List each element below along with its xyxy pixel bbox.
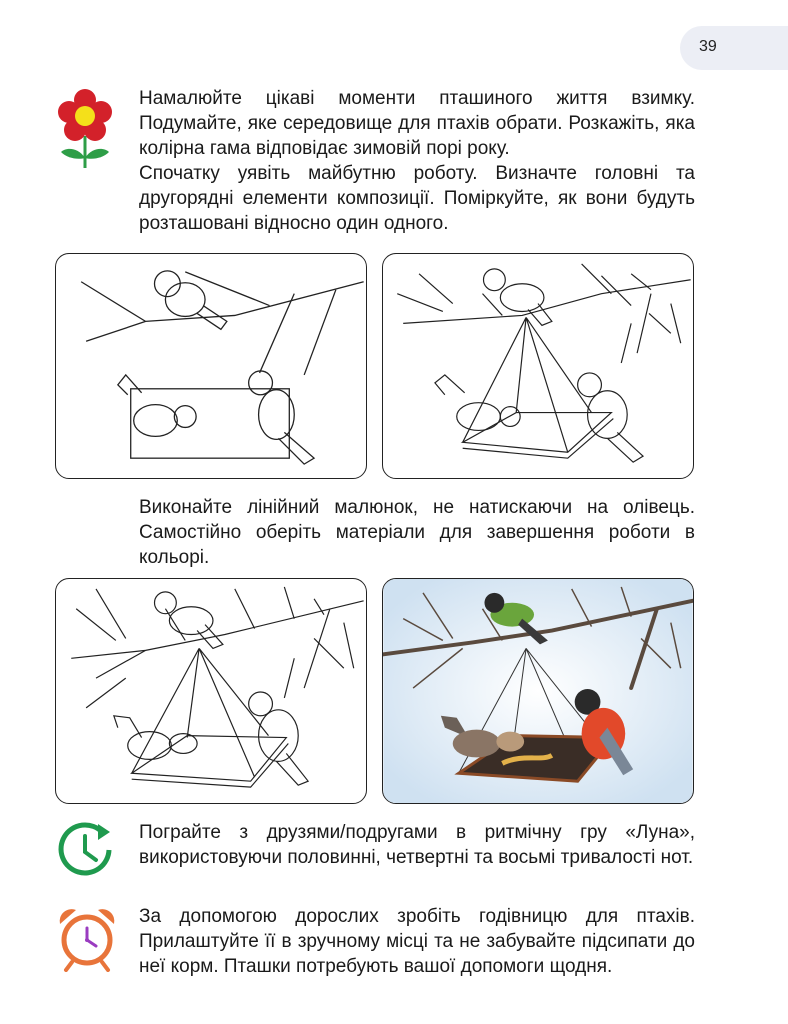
sketch-panel-feeder-outline	[382, 253, 694, 479]
alarm-clock-icon	[56, 906, 118, 972]
task-paragraph-drawing: Виконайте лінійний малюнок, не натискаючи на олівець. Самостійно оберіть матеріали для завершення роботи в кольорі.	[139, 497, 695, 568]
page-number: 39	[699, 38, 717, 55]
page-number-tab	[680, 26, 788, 70]
task-paragraph-bird-feeder: За допомогою дорослих зробіть годівницю для птахів. Прилаштуйте її в зручному місці та не забувайте підсипати до неї корм. Пташки потребують вашої допомоги щодня.	[139, 906, 695, 977]
colored-drawing-panel	[382, 578, 694, 804]
flower-icon	[57, 88, 113, 172]
task-paragraph-rhythm-game: Пограйте з друзями/подругами в ритмічну гру «Луна», використовуючи половинні, четвертні та восьмі тривалості нот.	[139, 822, 695, 868]
line-drawing-panel	[55, 578, 367, 804]
task-paragraph-plan: Спочатку уявіть майбутню роботу. Визначте головні та другорядні елементи композиції. Поміркуйте, як вони будуть розташовані відносно один одного.	[139, 163, 695, 234]
sketch-panel-composition	[55, 253, 367, 479]
circular-clock-arrow-icon	[56, 820, 114, 878]
task-paragraph-observe: Намалюйте цікаві моменти пташиного життя взимку. Подумайте, яке середовище для птахів обрати. Розкажіть, яка колірна гама відповідає зимовій порі року.	[139, 88, 695, 159]
